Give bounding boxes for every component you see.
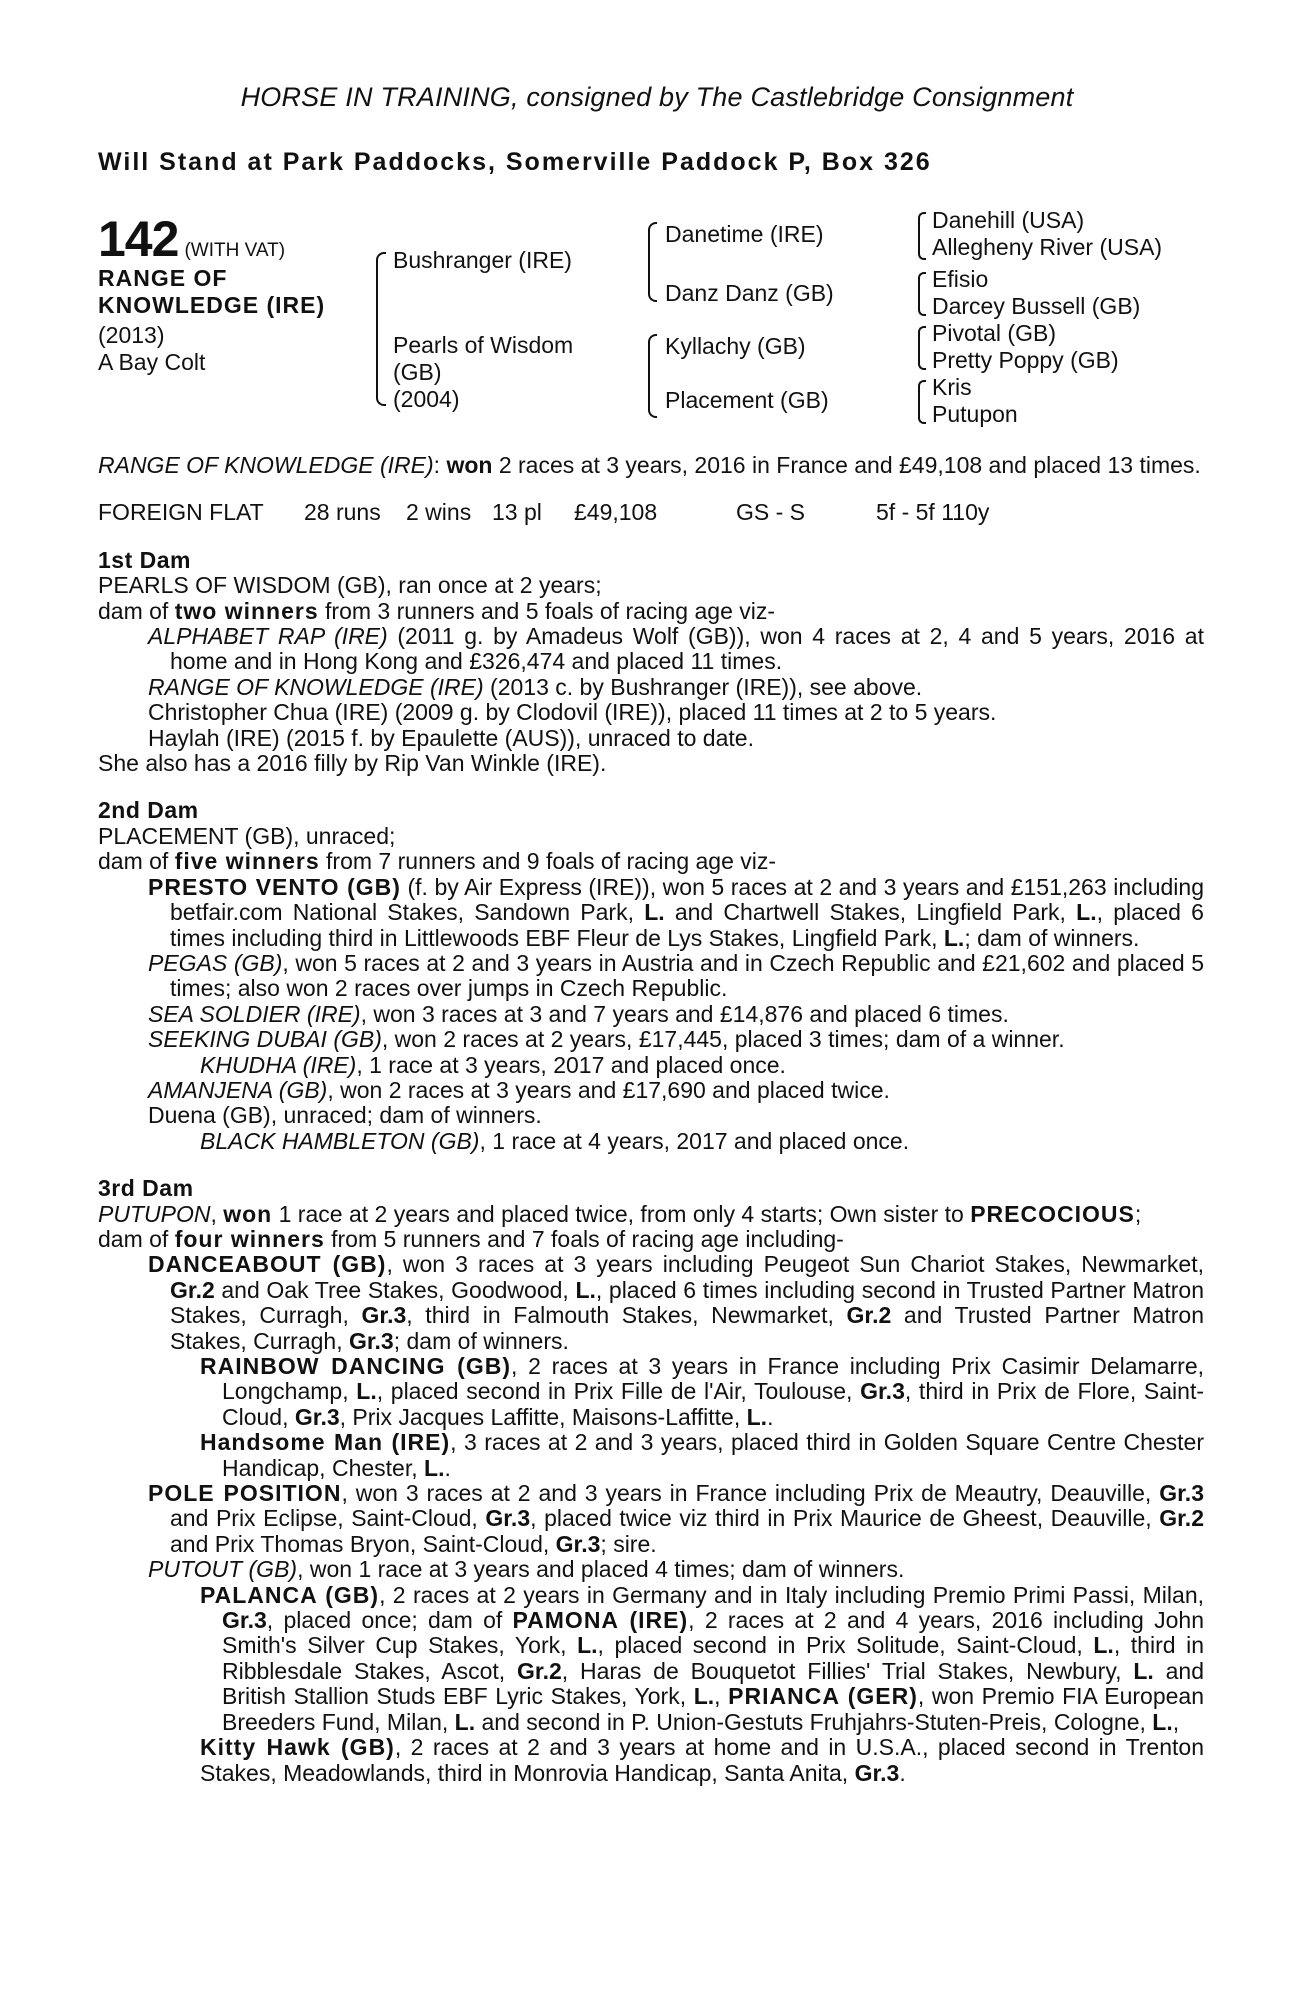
third-dam-grand-offspring: RAINBOW DANCING (GB), 2 races at 3 years in France including Prix Casimir Delamarre, Longchamp, L., placed second in Prix Fille de l'Air, Toulouse, Gr.3, third in Prix de Flore, Saint-Cloud, Gr.3, Prix Jacques Laffitte, Maisons-Laffitte, L.. — [200, 1353, 1204, 1430]
dam-line2: (GB) — [393, 359, 442, 385]
first-dam-line: PEARLS OF WISDOM (GB), ran once at 2 years; — [98, 572, 602, 599]
sire: Bushranger (IRE) — [393, 247, 572, 273]
first-dam-heading: 1st Dam — [98, 546, 191, 573]
third-dam-grand-offspring: Handsome Man (IRE), 3 races at 2 and 3 years, placed third in Golden Square Centre Chester Handicap, Chester, L.. — [200, 1429, 1204, 1481]
grandsire-4: Kris — [932, 374, 972, 400]
third-dam-offspring: PUTOUT (GB), won 1 race at 3 years and placed 4 times; dam of winners. — [148, 1556, 905, 1583]
second-dam-offspring: AMANJENA (GB), won 2 races at 3 years and £17,690 and placed twice. — [148, 1076, 890, 1103]
first-dam-offspring: ALPHABET RAP (IRE) (2011 g. by Amadeus Wolf (GB)), won 4 races at 2, 4 and 5 years, 2016 at home and in Hong Kong and £326,474 and placed 11 times. — [148, 623, 1204, 675]
lot-number: 142 — [98, 211, 179, 267]
catalogue-body — [98, 453, 1204, 1786]
third-dam-offspring: DANCEABOUT (GB), won 3 races at 3 years including Peugeot Sun Chariot Stakes, Newmarket, Gr.2 and Oak Tree Stakes, Goodwood, L., placed 6 times including second in Trusted Partner Matron Stakes, Curragh, Gr.3, third in Falmouth Stakes, Newmarket, Gr.2 and Trusted Partner Matron Stakes, Curragh, Gr.3; dam of winners. — [148, 1251, 1204, 1354]
record-distance: 5f - 5f 110y — [876, 499, 990, 526]
race-summary: RANGE OF KNOWLEDGE (IRE): won 2 races at 3 years, 2016 in France and £49,108 and placed 13 times. — [98, 452, 1201, 478]
horse-name — [98, 265, 325, 319]
second-dam-offspring: Duena (GB), unraced; dam of winners. — [148, 1102, 542, 1129]
granddam-2: Darcey Bussell (GB) — [932, 293, 1141, 319]
first-dam-produce-line: dam of two winners from 3 runners and 5 foals of racing age viz- — [98, 597, 776, 624]
third-dam-offspring: POLE POSITION, won 3 races at 2 and 3 years in France including Prix de Meautry, Deauville, Gr.3 and Prix Eclipse, Saint-Cloud, Gr.3, placed twice viz third in Prix Maurice de Gheest, Deauville, Gr.2 and Prix Thomas Bryon, Saint-Cloud, Gr.3; sire. — [148, 1480, 1204, 1557]
record-label: FOREIGN FLAT — [98, 499, 264, 526]
record-placed: 13 pl — [492, 499, 542, 526]
dam-line3: (2004) — [393, 386, 460, 412]
first-dam-offspring: RANGE OF KNOWLEDGE (IRE) (2013 c. by Bushranger (IRE)), see above. — [148, 673, 923, 700]
second-dam-offspring: PEGAS (GB), won 5 races at 2 and 3 years in Austria and in Czech Republic and £21,602 and placed 5 times; also won 2 races over jumps in Czech Republic. — [148, 949, 1204, 1002]
grandsire-1: Danehill (USA) — [932, 207, 1085, 233]
race-record — [98, 500, 1204, 525]
pedigree-brace-dam — [648, 334, 657, 418]
page-title: HORSE IN TRAINING, consigned by The Castlebridge Consignment — [240, 82, 1074, 112]
granddam-1: Allegheny River (USA) — [932, 234, 1163, 260]
third-dam-produce-line: dam of four winners from 5 runners and 7 foals of racing age including- — [98, 1225, 844, 1252]
stand-location: Will Stand at Park Paddocks, Somerville Paddock P, Box 326 — [98, 148, 932, 176]
grandsire-3: Pivotal (GB) — [932, 320, 1056, 346]
first-dam-offspring: Haylah (IRE) (2015 f. by Epaulette (AUS)), unraced to date. — [148, 724, 754, 751]
record-earnings: £49,108 — [574, 499, 658, 526]
second-dam-grand-offspring: KHUDHA (IRE), 1 race at 3 years, 2017 and placed once. — [200, 1051, 786, 1078]
third-dam-line: PUTUPON, won 1 race at 2 years and placed twice, from only 4 starts; Own sister to PRECOCIOUS; — [98, 1200, 1142, 1227]
vat-label: (WITH VAT) — [184, 240, 286, 261]
dam-dam: Placement (GB) — [665, 387, 829, 413]
horse-description: A Bay Colt — [98, 349, 206, 375]
pedigree-brace-g1 — [918, 212, 926, 260]
dam — [393, 332, 573, 413]
second-dam-offspring: SEA SOLDIER (IRE), won 3 races at 3 and 7 years and £14,876 and placed 6 times. — [148, 1000, 1009, 1027]
first-dam-note: She also has a 2016 filly by Rip Van Winkle (IRE). — [98, 750, 607, 777]
pedigree-brace-g3 — [918, 326, 926, 370]
sire-dam: Danz Danz (GB) — [665, 280, 834, 306]
second-dam-line: PLACEMENT (GB), unraced; — [98, 822, 396, 849]
dam-line1: Pearls of Wisdom — [393, 332, 574, 358]
second-dam-produce-line: dam of five winners from 7 runners and 9 foals of racing age viz- — [98, 848, 777, 875]
pedigree-brace-g2 — [918, 272, 926, 316]
horse-info — [98, 322, 205, 376]
pedigree-brace-sire — [648, 222, 657, 302]
second-dam-heading: 2nd Dam — [98, 797, 199, 824]
third-dam-grand-offspring: PALANCA (GB), 2 races at 2 years in Germany and in Italy including Premio Primi Passi, Milan, Gr.3, placed once; dam of PAMONA (IRE), 2 races at 2 and 4 years, 2016 including John Smith's Silver Cup Stakes, York, L., placed second in Prix Solitude, Saint-Cloud, L., third in Ribblesdale Stakes, Ascot, Gr.2, Haras de Bouquetot Fillies' Trial Stakes, Newbury, L. and British Stallion Studs EBF Lyric Stakes, York, L., PRIANCA (GER), won Premio FIA European Breeders Fund, Milan, L. and second in P. Union-Gestuts Fruhjahrs-Stuten-Preis, Cologne, L., — [200, 1581, 1204, 1735]
record-runs: 28 runs — [304, 499, 381, 526]
granddam-4: Putupon — [932, 401, 1018, 427]
sire-sire: Danetime (IRE) — [665, 221, 824, 247]
second-dam-grand-offspring: BLACK HAMBLETON (GB), 1 race at 4 years, 2017 and placed once. — [200, 1127, 910, 1154]
first-dam-offspring: Christopher Chua (IRE) (2009 g. by Clodovil (IRE)), placed 11 times at 2 to 5 years. — [148, 699, 997, 726]
second-dam-offspring: SEEKING DUBAI (GB), won 2 races at 2 years, £17,445, placed 3 times; dam of a winner. — [148, 1026, 1065, 1053]
horse-name-line1: RANGE OF — [98, 265, 228, 291]
third-dam-heading: 3rd Dam — [98, 1175, 194, 1202]
lot-number-block — [98, 210, 285, 268]
foaling-year: (2013) — [98, 322, 165, 348]
second-dam-offspring: PRESTO VENTO (GB) (f. by Air Express (IRE)), won 5 races at 2 and 3 years and £151,263 including betfair.com National Stakes, Sandown Park, L. and Chartwell Stakes, Lingfield Park, L., placed 6 times including third in Littlewoods EBF Fleur de Lys Stakes, Lingfield Park, L.; dam of winners. — [148, 873, 1204, 951]
third-dam-grand-offspring: Kitty Hawk (GB), 2 races at 2 and 3 years at home and in U.S.A., placed second in Trenton Stakes, Meadowlands, third in Monrovia Handicap, Santa Anita, Gr.3. — [200, 1734, 1204, 1786]
grandsire-2: Efisio — [932, 266, 989, 292]
pedigree-brace-main — [376, 252, 386, 406]
pedigree-brace-g4 — [918, 380, 926, 424]
dam-sire: Kyllachy (GB) — [665, 333, 806, 359]
granddam-3: Pretty Poppy (GB) — [932, 347, 1119, 373]
record-going: GS - S — [736, 499, 806, 526]
record-wins: 2 wins — [406, 499, 472, 526]
horse-name-line2: KNOWLEDGE (IRE) — [98, 292, 326, 318]
